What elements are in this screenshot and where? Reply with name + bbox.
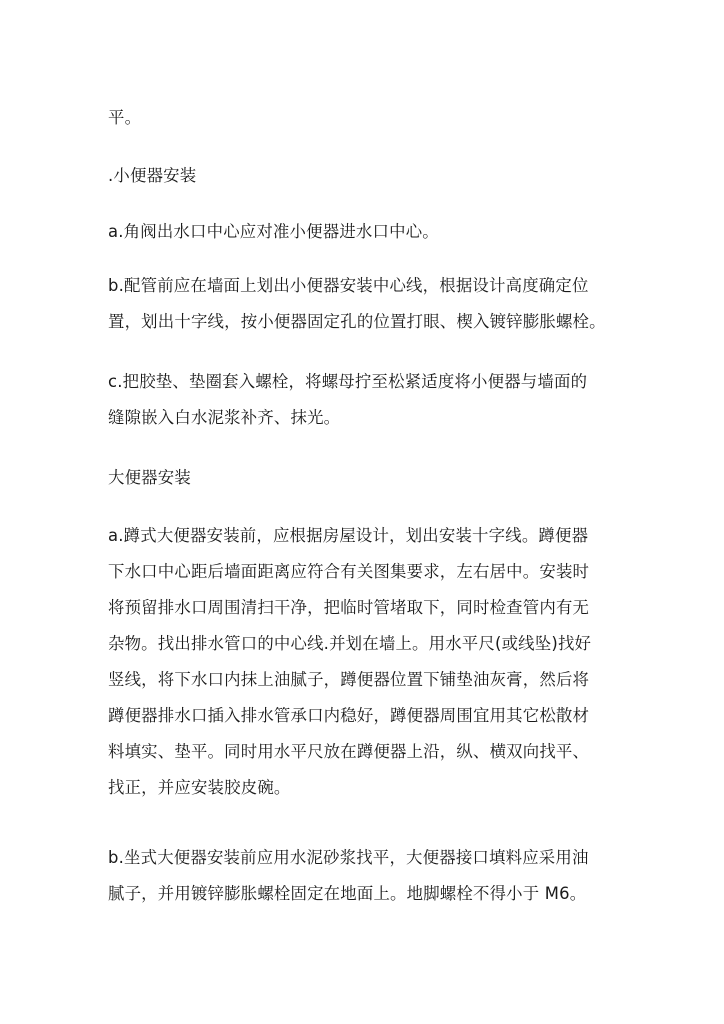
text-line: 置，划出十字线，按小便器固定孔的位置打眼、楔入镀锌膨胀螺栓。 <box>108 312 606 331</box>
text-line: 腻子，并用镀锌膨胀螺栓固定在地面上。地脚螺栓不得小于 M6。 <box>108 884 587 903</box>
paragraph-toilet-a <box>108 518 628 806</box>
text-line: 找正，并应安装胶皮碗。 <box>108 778 291 797</box>
text-line: b.坐式大便器安装前应用水泥砂浆找平，大便器接口填料应采用油 <box>108 848 589 867</box>
text-line: 杂物。找出排水管口的中心线.并划在墙上。用水平尺(或线坠)找好 <box>108 634 592 653</box>
text-line: 将预留排水口周围清扫干净，把临时管堵取下，同时检查管内有无 <box>108 598 590 617</box>
text-line: 大便器安装 <box>108 468 191 487</box>
paragraph-fragment <box>108 100 628 136</box>
text-line: b.配管前应在墙面上划出小便器安装中心线，根据设计高度确定位 <box>108 276 589 295</box>
text-line: 缝隙嵌入白水泥浆补齐、抹光。 <box>108 408 341 427</box>
text-line: 平。 <box>108 108 142 127</box>
heading-toilet-installation <box>108 460 628 496</box>
text-line: c.把胶垫、垫圈套入螺栓，将螺母拧至松紧适度将小便器与墙面的 <box>108 372 588 391</box>
text-line: 蹲便器排水口插入排水管承口内稳好，蹲便器周围宜用其它松散材 <box>108 706 590 725</box>
heading-urinal-installation <box>108 158 628 194</box>
paragraph-urinal-a <box>108 214 628 250</box>
text-line: 竖线，将下水口内抹上油腻子，蹲便器位置下铺垫油灰膏，然后将 <box>108 670 590 689</box>
text-line: a.角阀出水口中心应对准小便器进水口中心。 <box>108 222 439 241</box>
paragraph-toilet-b <box>108 840 628 912</box>
text-line: 下水口中心距后墙面距离应符合有关图集要求，左右居中。安装时 <box>108 562 590 581</box>
text-line: .小便器安装 <box>108 166 197 185</box>
paragraph-urinal-c <box>108 364 628 436</box>
text-line: 料填实、垫平。同时用水平尺放在蹲便器上沿，纵、横双向找平、 <box>108 742 590 761</box>
paragraph-urinal-b <box>108 268 628 340</box>
text-line: a.蹲式大便器安装前，应根据房屋设计，划出安装十字线。蹲便器 <box>108 526 589 545</box>
